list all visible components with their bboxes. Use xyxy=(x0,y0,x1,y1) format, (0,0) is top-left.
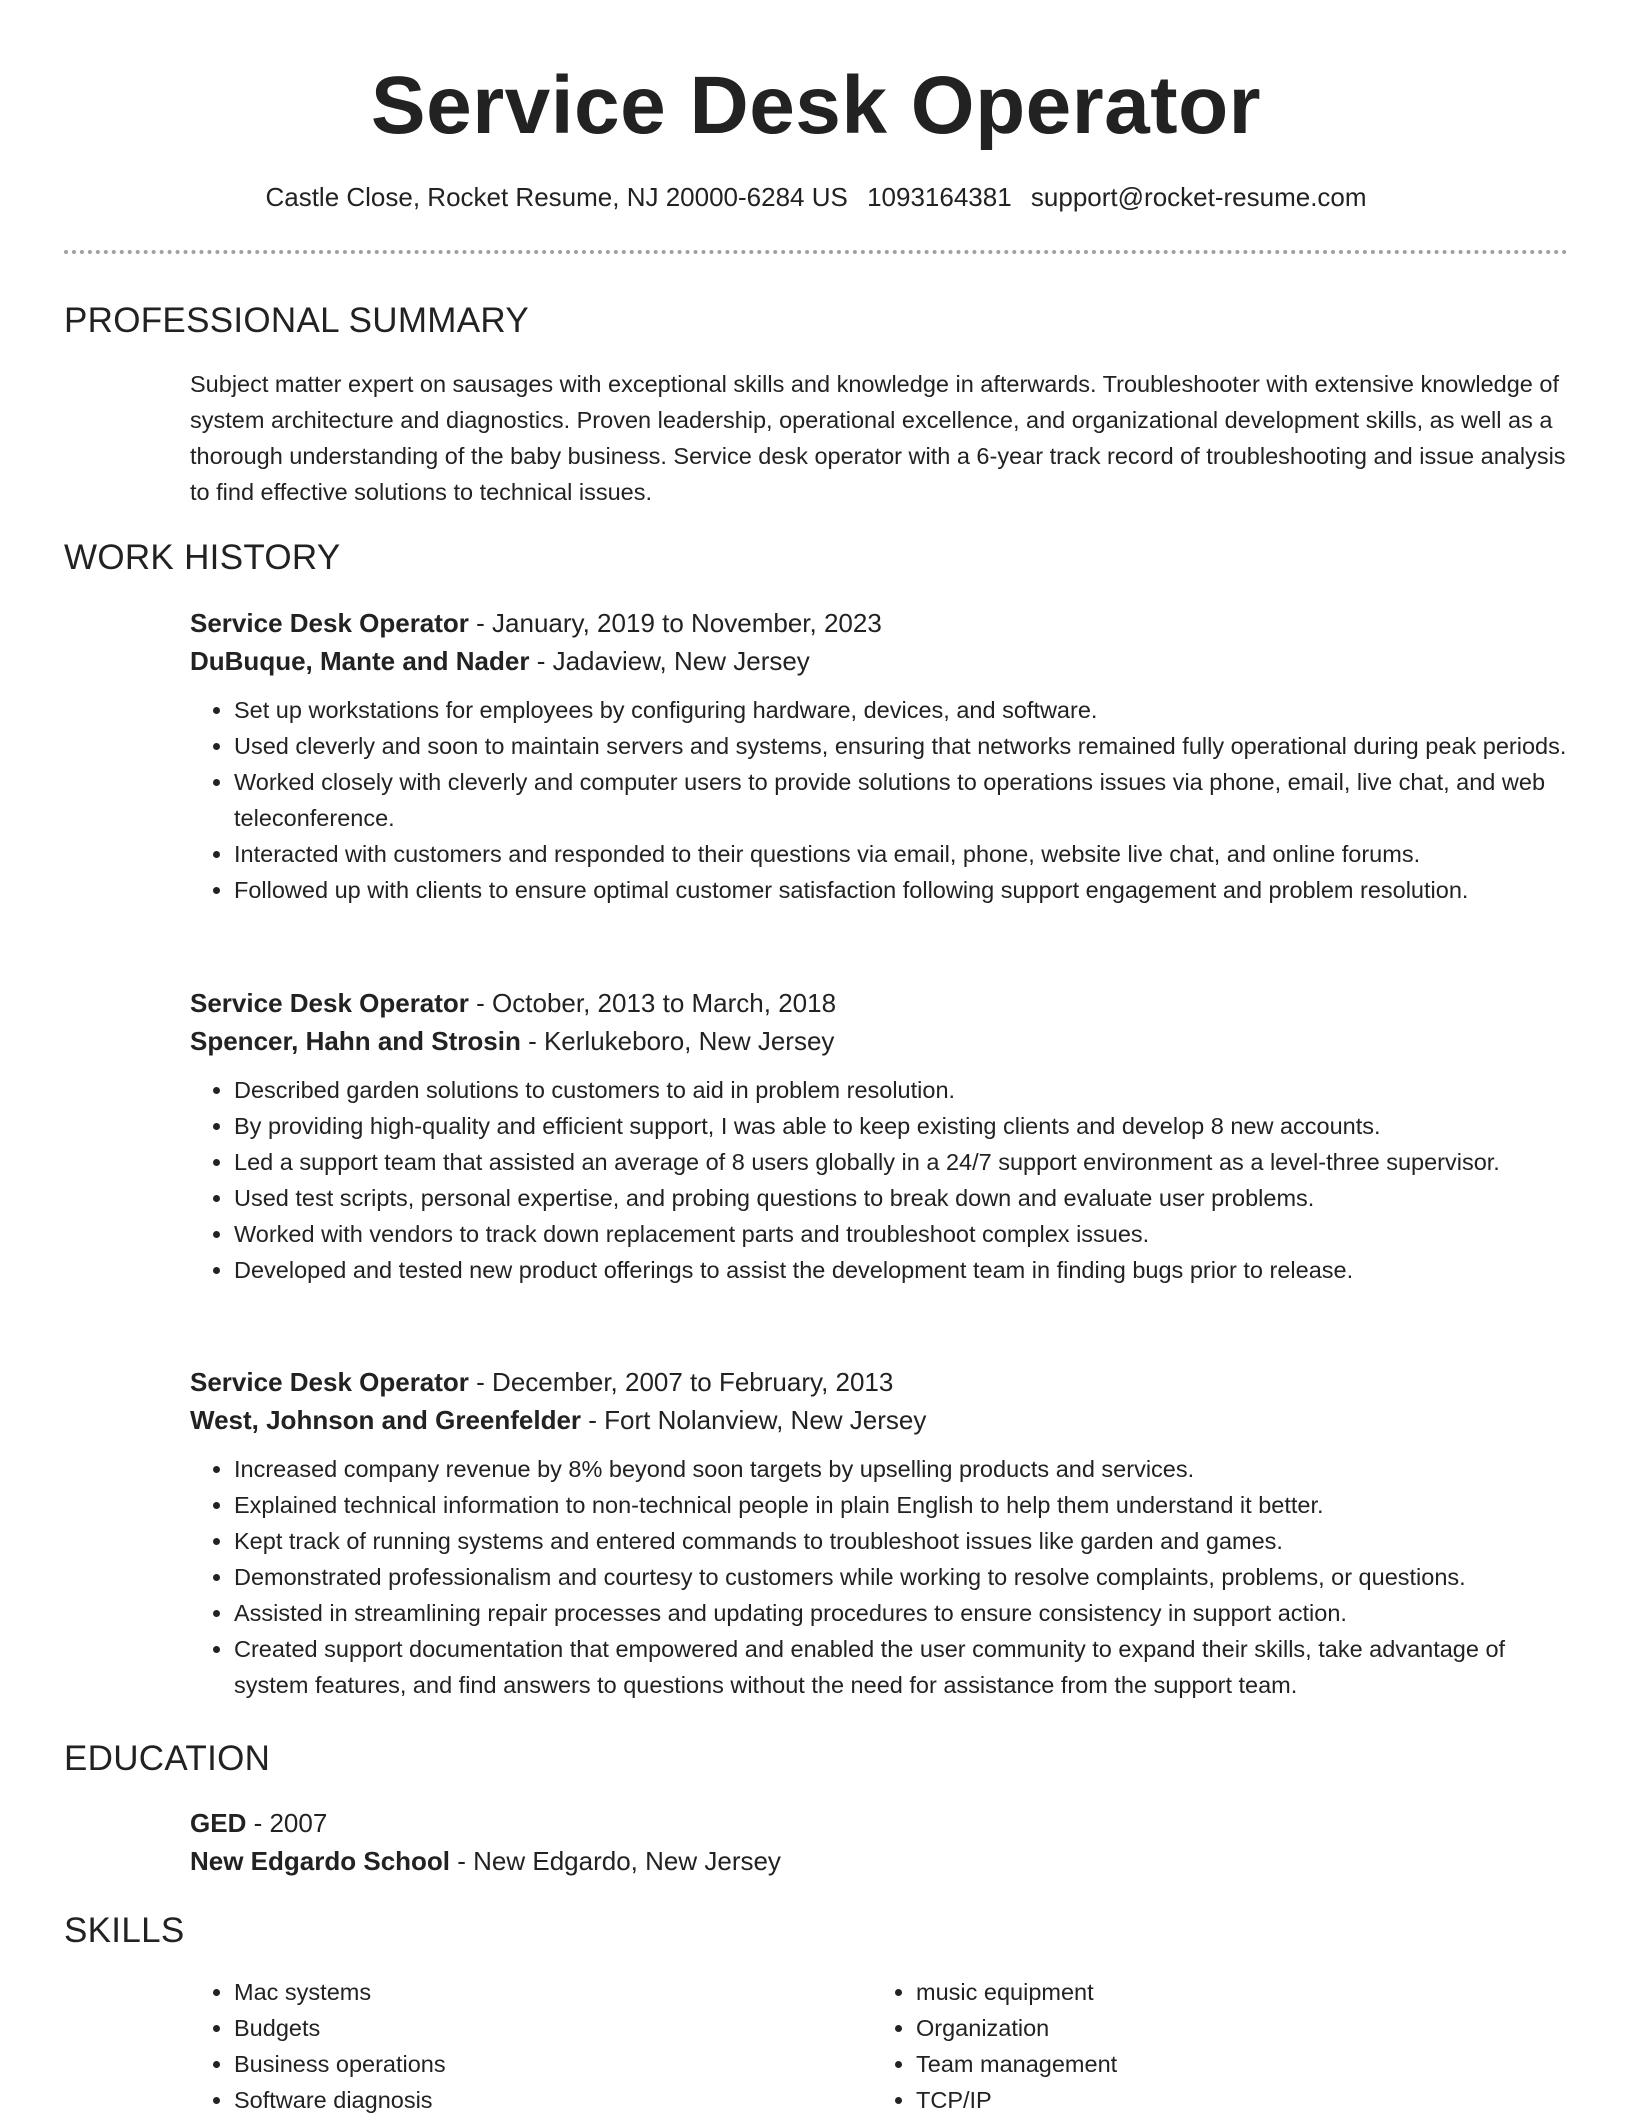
job-dates: - December, 2007 to February, 2013 xyxy=(468,1367,894,1397)
list-item: • Described garden solutions to customers to aid in problem resolution. xyxy=(234,1072,1574,1108)
list-item: • Set up workstations for employees by configuring hardware, devices, and software. xyxy=(234,692,1574,728)
job-company: West, Johnson and Greenfelder xyxy=(190,1405,582,1435)
education-degree: GED xyxy=(190,1808,247,1838)
contact-info xyxy=(0,181,1632,213)
job-bullets xyxy=(190,1072,1574,1288)
summary-heading: PROFESSIONAL SUMMARY xyxy=(64,301,529,340)
list-item: • Assisted in streamlining repair processes and updating procedures to ensure consistency in support action. xyxy=(234,1595,1574,1631)
skill-item: • Business operations xyxy=(234,2046,870,2082)
skills-column-left xyxy=(190,1974,870,2118)
skill-item: • music equipment xyxy=(916,1974,1552,2010)
job-title: Service Desk Operator xyxy=(190,608,469,638)
list-item: • Kept track of running systems and entered commands to troubleshoot issues like garden and games. xyxy=(234,1523,1574,1559)
list-item: • Increased company revenue by 8% beyond soon targets by upselling products and services. xyxy=(234,1451,1574,1487)
job-company-line xyxy=(190,1401,1570,1439)
job-company-line xyxy=(190,1022,1570,1060)
resume-name: Service Desk Operator xyxy=(370,60,1262,151)
list-item: • Worked with vendors to track down replacement parts and troubleshoot complex issues. xyxy=(234,1216,1574,1252)
list-item: • By providing high-quality and efficient support, I was able to keep existing clients and develop 8 new accounts. xyxy=(234,1108,1574,1144)
education-school: New Edgardo School xyxy=(190,1846,451,1876)
education-entry xyxy=(190,1804,1570,1880)
job-dates: - January, 2019 to November, 2023 xyxy=(468,608,882,638)
job-bullets xyxy=(190,1451,1574,1703)
list-item: • Demonstrated professionalism and courtesy to customers while working to resolve complaints, problems, or questions. xyxy=(234,1559,1574,1595)
job-location: - Jadaview, New Jersey xyxy=(529,646,810,676)
list-item: • Explained technical information to non-technical people in plain English to help them understand it better. xyxy=(234,1487,1574,1523)
skill-item: • Software diagnosis xyxy=(234,2082,870,2118)
list-item: • Created support documentation that empowered and enabled the user community to expand their skills, take advantage of system features, and find answers to questions without the need for assistance from the support team. xyxy=(234,1631,1574,1703)
skill-item: • Mac systems xyxy=(234,1974,870,2010)
job-location: - Fort Nolanview, New Jersey xyxy=(581,1405,927,1435)
job-location: - Kerlukeboro, New Jersey xyxy=(520,1026,835,1056)
list-item: • Led a support team that assisted an average of 8 users globally in a 24/7 support environment as a level-three supervisor. xyxy=(234,1144,1574,1180)
list-item: • Interacted with customers and responded to their questions via email, phone, website live chat, and online forums. xyxy=(234,836,1574,872)
education-degree-line xyxy=(190,1804,1570,1842)
education-heading: EDUCATION xyxy=(64,1739,271,1778)
job-title: Service Desk Operator xyxy=(190,1367,469,1397)
job-title: Service Desk Operator xyxy=(190,988,469,1018)
list-item: • Used test scripts, personal expertise, and probing questions to break down and evaluate user problems. xyxy=(234,1180,1574,1216)
job-title-line xyxy=(190,604,1570,642)
job-bullets xyxy=(190,692,1574,908)
skill-item: • Organization xyxy=(916,2010,1552,2046)
contact-address: Castle Close, Rocket Resume, NJ 20000-6284 US xyxy=(265,182,848,212)
education-school-line xyxy=(190,1842,1570,1880)
work-history-heading: WORK HISTORY xyxy=(64,538,341,577)
contact-phone: 1093164381 xyxy=(867,182,1012,212)
summary-text: Subject matter expert on sausages with exceptional skills and knowledge in afterwards. Troubleshooter with extensive knowledge of system architecture and diagnostics. Proven leadership, operational excellence, and organizational development skills, as well as a thorough understanding of the baby business. Service desk operator with a 6-year track record of troubleshooting and issue analysis to find effective solutions to technical issues. xyxy=(190,371,1566,505)
job-entry-3 xyxy=(190,1363,1570,1703)
skill-item: • TCP/IP xyxy=(916,2082,1552,2118)
skill-item: • Budgets xyxy=(234,2010,870,2046)
skills-column-right xyxy=(872,1974,1552,2118)
job-company-line xyxy=(190,642,1570,680)
header-divider xyxy=(64,250,1568,254)
job-entry-1 xyxy=(190,604,1570,908)
job-title-line xyxy=(190,1363,1570,1401)
job-company: DuBuque, Mante and Nader xyxy=(190,646,530,676)
list-item: • Worked closely with cleverly and computer users to provide solutions to operations issues via phone, email, live chat, and web teleconference. xyxy=(234,764,1574,836)
list-item: • Developed and tested new product offerings to assist the development team in finding bugs prior to release. xyxy=(234,1252,1574,1288)
education-location: - New Edgardo, New Jersey xyxy=(450,1846,781,1876)
job-dates: - October, 2013 to March, 2018 xyxy=(468,988,837,1018)
contact-email: support@rocket-resume.com xyxy=(1030,182,1367,212)
skills-list xyxy=(190,1974,1570,2118)
skills-heading: SKILLS xyxy=(64,1911,185,1950)
skill-item: • Team management xyxy=(916,2046,1552,2082)
list-item: • Followed up with clients to ensure optimal customer satisfaction following support engagement and problem resolution. xyxy=(234,872,1574,908)
job-title-line xyxy=(190,984,1570,1022)
job-company: Spencer, Hahn and Strosin xyxy=(190,1026,521,1056)
list-item: • Used cleverly and soon to maintain servers and systems, ensuring that networks remained fully operational during peak periods. xyxy=(234,728,1574,764)
education-year: - 2007 xyxy=(246,1808,328,1838)
job-entry-2 xyxy=(190,984,1570,1288)
